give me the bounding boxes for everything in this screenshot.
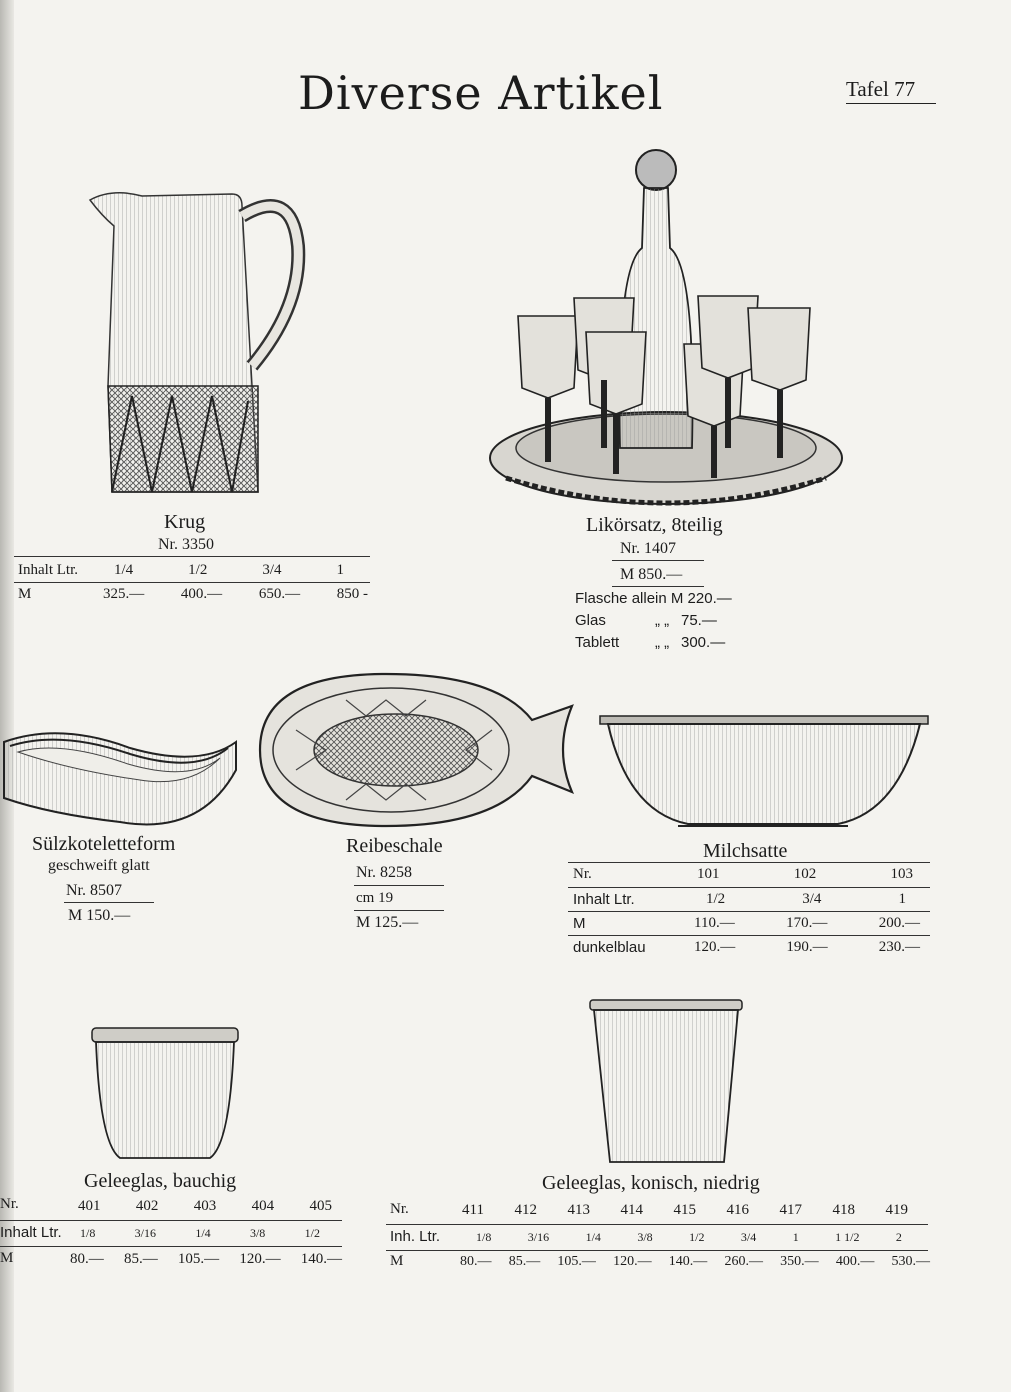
geleeglas-bauchig-size: 1/4 — [195, 1226, 211, 1240]
geleeglas-konisch-number: 414 — [620, 1202, 643, 1218]
krug-size: 3/4 — [262, 562, 282, 578]
geleeglas-bauchig-number: 405 — [309, 1198, 332, 1214]
geleeglas-bauchig-price: 140.— — [300, 1251, 342, 1267]
geleeglas-bauchig-label-nr: Nr. — [0, 1196, 19, 1212]
geleeglas-konisch-price: 350.— — [780, 1254, 819, 1269]
milchsatte-size: 1/2 — [706, 891, 726, 907]
milchsatte-size: 1 — [898, 891, 906, 907]
milchsatte-label-nr: Nr. — [573, 866, 592, 882]
milchsatte-label-price: M — [573, 915, 586, 932]
geleeglas-bauchig-size: 1/8 — [80, 1226, 96, 1240]
geleeglas-bauchig-price: 105.— — [177, 1251, 220, 1267]
geleeglas-konisch-price: 400.— — [835, 1254, 875, 1269]
krug-number: Nr. 3350 — [158, 536, 214, 553]
geleeglas-konisch-price: 80.— — [460, 1254, 492, 1269]
geleeglas-konisch-price: 530.— — [891, 1254, 930, 1269]
geleeglas-konisch-size: 3/16 — [527, 1230, 550, 1244]
page-title: Diverse Artikel — [298, 66, 664, 120]
krug-price: 850 - — [336, 586, 368, 602]
geleeglas-konisch-number: 418 — [832, 1202, 855, 1218]
milchsatte-prices — [694, 915, 920, 932]
likoersatz-line-tablett: Tablett „ „ 300.— — [575, 634, 726, 651]
milchsatte-darkblue-price: 190.— — [786, 939, 828, 955]
geleeglas-konisch-price: 140.— — [668, 1254, 708, 1269]
milchsatte-rule — [568, 862, 930, 863]
aspic-mold-illustration — [0, 718, 240, 834]
geleeglas-konisch-price: 105.— — [557, 1254, 596, 1269]
geleeglas-konisch-number: 416 — [726, 1202, 749, 1218]
geleeglas-konisch-size: 3/8 — [637, 1230, 653, 1244]
reibeschale-number: Nr. 8258 — [356, 864, 412, 881]
geleeglas-bauchig-number: 402 — [135, 1198, 159, 1214]
geleeglas-konisch-size: 3/4 — [740, 1230, 757, 1244]
geleeglas-bauchig-size: 1/2 — [304, 1226, 320, 1240]
geleeglas-konisch-label-inhalt: Inh. Ltr. — [390, 1228, 441, 1245]
milchsatte-rule — [568, 887, 930, 888]
geleeglas-bauchig-price: 85.— — [123, 1251, 158, 1267]
geleeglas-konisch-price: 260.— — [724, 1254, 763, 1269]
krug-sizes — [114, 562, 344, 579]
geleeglas-bauchig-numbers — [78, 1198, 332, 1215]
milchsatte-sizes — [706, 891, 906, 908]
geleeglas-konisch-number: 417 — [779, 1202, 802, 1218]
geleeglas-bauchig-sizes — [80, 1226, 320, 1241]
geleeglas-bauchig-number: 403 — [193, 1198, 217, 1214]
milchsatte-rule — [568, 911, 930, 912]
geleeglas-konisch-prices — [460, 1254, 930, 1270]
milchsatte-price: 110.— — [694, 915, 735, 931]
jelly-glass-conical-illustration — [588, 998, 744, 1166]
reibeschale-price: M 125.— — [356, 914, 419, 931]
likoersatz-rule — [612, 560, 704, 561]
geleeglas-konisch-rule — [386, 1224, 928, 1225]
geleeglas-konisch-rule — [386, 1250, 928, 1251]
reibeschale-cm: cm 19 — [356, 890, 394, 906]
geleeglas-bauchig-price: 120.— — [239, 1251, 281, 1267]
suelz-subtitle: geschweift glatt — [48, 857, 150, 874]
krug-size: 1 — [336, 562, 344, 578]
krug-table-rule — [14, 582, 370, 583]
milchsatte-number: 101 — [697, 866, 720, 882]
geleeglas-konisch-size: 1 — [792, 1230, 799, 1244]
milchsatte-number: 103 — [890, 866, 913, 882]
geleeglas-konisch-price: 85.— — [508, 1254, 541, 1269]
milchsatte-name: Milchsatte — [703, 840, 788, 862]
likoersatz-line-flasche: Flasche allein M 220.— — [575, 590, 732, 607]
milchsatte-darkblue-price: 230.— — [878, 939, 920, 955]
krug-table-rule — [14, 556, 370, 557]
geleeglas-konisch-size: 1/8 — [476, 1230, 492, 1244]
geleeglas-konisch-size: 1/2 — [689, 1230, 705, 1244]
suelz-name: Sülzkotelettеform — [32, 833, 176, 855]
geleeglas-bauchig-label-inhalt: Inhalt Ltr. — [0, 1224, 62, 1241]
geleeglas-bauchig-rule — [0, 1220, 342, 1221]
reibeschale-rule — [354, 910, 444, 911]
geleeglas-konisch-number: 411 — [462, 1202, 484, 1218]
likoersatz-line-glas: Glas „ „ 75.— — [575, 612, 717, 629]
krug-name: Krug — [164, 511, 206, 533]
krug-prices — [103, 586, 368, 603]
reibeschale-rule — [354, 885, 444, 886]
geleeglas-konisch-label-price: M — [390, 1253, 404, 1269]
milchsatte-darkblue-prices — [694, 939, 920, 956]
geleeglas-bauchig-size: 3/8 — [249, 1226, 266, 1240]
geleeglas-bauchig-rule — [0, 1246, 342, 1247]
geleeglas-bauchig-label-price: M — [0, 1250, 14, 1266]
suelz-price: M 150.— — [68, 907, 131, 924]
geleeglas-konisch-size: 1/4 — [585, 1230, 601, 1244]
grater-dish-illustration — [256, 670, 576, 830]
krug-label-inhalt: Inhalt Ltr. — [18, 562, 78, 578]
geleeglas-konisch-number: 415 — [673, 1202, 696, 1218]
reibeschale-name: Reibeschale — [346, 835, 443, 857]
geleeglas-konisch-size: 2 — [895, 1230, 902, 1244]
milchsatte-label-darkblue: dunkelblau — [573, 939, 646, 956]
pitcher-illustration — [82, 186, 312, 498]
likoersatz-number: Nr. 1407 — [620, 540, 676, 557]
suelz-number: Nr. 8507 — [66, 882, 122, 899]
milchsatte-number: 102 — [793, 866, 817, 882]
geleeglas-konisch-number: 413 — [567, 1202, 590, 1218]
geleeglas-konisch-name: Geleeglas, konisch, niedrig — [542, 1172, 760, 1194]
krug-size: 1/2 — [188, 562, 208, 578]
krug-price: 650.— — [258, 586, 301, 602]
likoersatz-name: Likörsatz, 8teilig — [586, 514, 723, 536]
suelz-rule — [64, 902, 154, 903]
milchsatte-darkblue-price: 120.— — [694, 939, 736, 955]
geleeglas-konisch-number: 419 — [885, 1202, 908, 1218]
krug-size: 1/4 — [114, 562, 134, 578]
krug-label-price: M — [18, 586, 32, 602]
likoersatz-rule — [612, 586, 704, 587]
jelly-glass-bellied-illustration — [90, 1024, 240, 1164]
milchsatte-label-inhalt: Inhalt Ltr. — [573, 891, 635, 908]
page-edge-shadow — [0, 0, 14, 1392]
plate-number: Tafel 77 — [846, 77, 936, 104]
geleeglas-bauchig-price: 80.— — [70, 1251, 104, 1267]
milchsatte-numbers — [697, 866, 913, 883]
geleeglas-konisch-label-nr: Nr. — [390, 1201, 409, 1217]
milchsatte-size: 3/4 — [802, 891, 822, 907]
geleeglas-konisch-sizes — [476, 1230, 902, 1245]
milchsatte-price: 170.— — [786, 915, 828, 931]
krug-price: 400.— — [180, 586, 223, 602]
geleeglas-bauchig-prices — [70, 1251, 342, 1268]
milk-bowl-illustration — [598, 712, 930, 832]
krug-price: 325.— — [103, 586, 145, 602]
geleeglas-bauchig-size: 3/16 — [134, 1226, 156, 1240]
geleeglas-konisch-numbers — [462, 1202, 908, 1219]
milchsatte-price: 200.— — [878, 915, 920, 931]
geleeglas-bauchig-number: 404 — [251, 1198, 275, 1214]
milchsatte-rule — [568, 935, 930, 936]
likoersatz-price: M 850.— — [620, 566, 683, 583]
geleeglas-konisch-price: 120.— — [613, 1254, 652, 1269]
geleeglas-konisch-number: 412 — [514, 1202, 537, 1218]
liqueur-set-illustration — [486, 148, 846, 512]
geleeglas-konisch-size: 1 1/2 — [835, 1230, 860, 1244]
geleeglas-bauchig-name: Geleeglas, bauchig — [84, 1170, 237, 1192]
geleeglas-bauchig-number: 401 — [78, 1198, 101, 1214]
